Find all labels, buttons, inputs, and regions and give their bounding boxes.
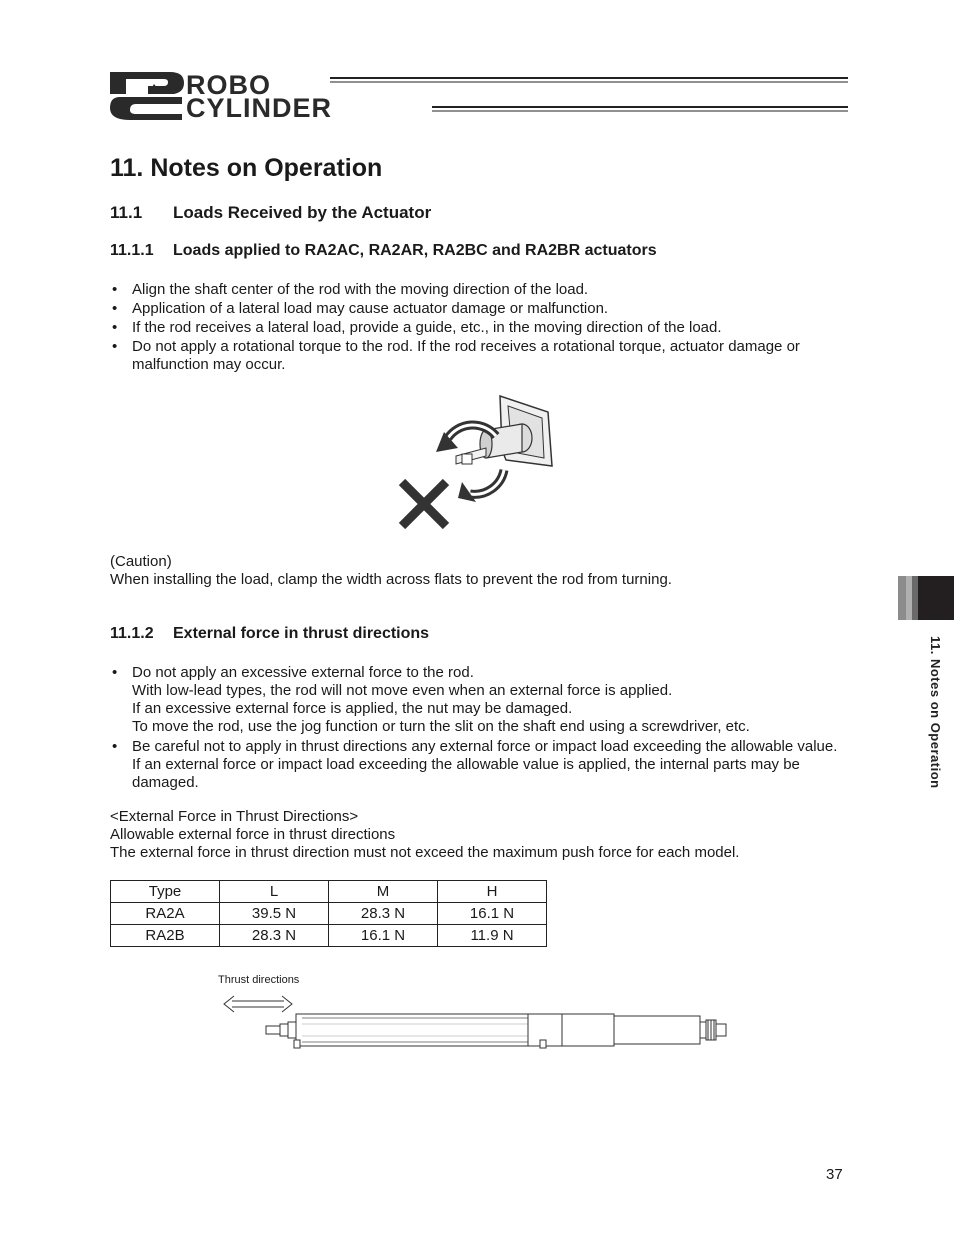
list-item: • Align the shaft center of the rod with the moving direction of the load.	[110, 281, 840, 299]
table-cell: 16.1 N	[329, 925, 438, 947]
list-item-line: To move the rod, use the jog function or turn the slit on the shaft end using a screwdriver, etc.	[132, 718, 750, 735]
bullet-list-1	[110, 281, 840, 375]
table-cell: RA2A	[111, 903, 220, 925]
table-header-row	[111, 881, 547, 903]
caution-label: (Caution)	[110, 553, 172, 570]
table-row	[111, 925, 547, 947]
table-cell: RA2B	[111, 925, 220, 947]
page-number: 37	[826, 1166, 843, 1183]
table-cell: 28.3 N	[220, 925, 329, 947]
table-row	[111, 903, 547, 925]
list-item: • Be careful not to apply in thrust directions any external force or impact load exceeding the allowable value. If an external force or impact load exceeding the allowable value is applied, the internal parts may be damaged.	[110, 738, 840, 792]
list-item: • Do not apply a rotational torque to the rod. If the rod receives a rotational torque, actuator damage or malfunction may occur.	[110, 338, 840, 374]
page-title: 11. Notes on Operation	[110, 154, 383, 182]
list-item: • If the rod receives a lateral load, provide a guide, etc., in the moving direction of the load.	[110, 319, 840, 337]
thrust-line-1: Allowable external force in thrust directions	[110, 826, 396, 843]
robo-cylinder-logo	[108, 70, 848, 122]
double-arrow-icon	[224, 996, 292, 1012]
table-header-cell: L	[220, 881, 329, 903]
side-tab-block	[918, 576, 954, 620]
thrust-line-2: The external force in thrust direction must not exceed the maximum push force for each model.	[110, 844, 740, 861]
section-title: Loads Received by the Actuator	[173, 203, 432, 222]
subsection-heading-2	[110, 625, 429, 643]
subsection-heading-1	[110, 242, 657, 260]
list-item: • Application of a lateral load may cause actuator damage or malfunction.	[110, 300, 840, 318]
list-item-line: If an excessive external force is applied, the nut may be damaged.	[132, 700, 573, 717]
brand-line-2: CYLINDER	[186, 93, 333, 123]
side-tab-stripe	[898, 576, 906, 620]
table-cell: 39.5 N	[220, 903, 329, 925]
table-cell: 16.1 N	[438, 903, 547, 925]
table-cell: 28.3 N	[329, 903, 438, 925]
brand-line-1: ROBO	[186, 70, 271, 100]
side-tab-label: 11. Notes on Operation	[928, 636, 943, 789]
thrust-heading: <External Force in Thrust Directions>	[110, 808, 359, 825]
list-item	[110, 664, 840, 736]
allowable-force-table	[110, 880, 547, 947]
subsection-title: Loads applied to RA2AC, RA2AR, RA2BC and RA2BR actuators	[173, 242, 657, 259]
subsection-title: External force in thrust directions	[173, 625, 430, 642]
table-header-cell: Type	[111, 881, 220, 903]
table-header-cell: M	[329, 881, 438, 903]
section-number: 11.1	[110, 203, 143, 222]
caution-text: When installing the load, clamp the width across flats to prevent the rod from turning.	[110, 571, 672, 588]
subsection-number: 11.1.1	[110, 242, 154, 259]
thrust-directions-label: Thrust directions	[218, 974, 300, 986]
table-cell: 11.9 N	[438, 925, 547, 947]
section-heading	[110, 203, 431, 223]
list-item-line: With low-lead types, the rod will not move even when an external force is applied.	[132, 682, 673, 699]
actuator-thrust-figure	[222, 988, 732, 1052]
list-item-line: • Do not apply an excessive external force to the rod.	[132, 664, 474, 681]
bullet-list-2	[110, 664, 840, 793]
rotation-prohibited-figure	[396, 390, 560, 532]
table-header-cell: H	[438, 881, 547, 903]
subsection-number: 11.1.2	[110, 625, 154, 642]
